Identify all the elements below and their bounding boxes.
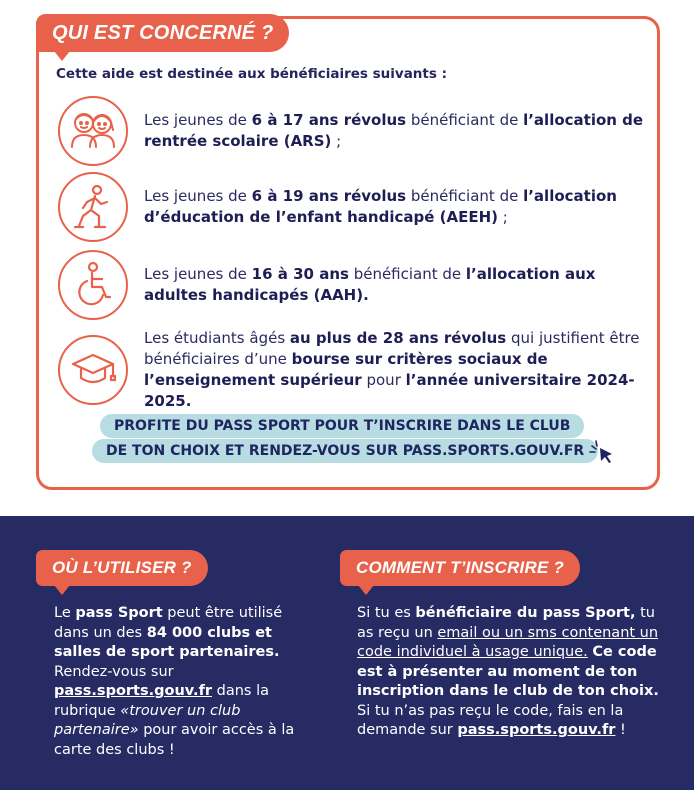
pass-sport-cta[interactable]: [92, 414, 612, 466]
children-icon: [58, 96, 128, 166]
graduation-cap-icon: [58, 335, 128, 405]
section-tag-where: OÙ L’UTILISER ?: [36, 550, 208, 586]
eligibility-item: [58, 250, 648, 320]
eligibility-text: Les jeunes de 6 à 19 ans révolus bénéficiant de l’allocation d’éducation de l’enfant handicapé (AEEH) ;: [144, 187, 617, 226]
cursor-click-icon: [588, 440, 616, 466]
cta-line-2: DE TON CHOIX ET RENDEZ-VOUS SUR PASS.SPORTS.GOUV.FR: [92, 439, 598, 463]
where-text: Le pass Sport peut être utilisé dans un des 84 000 clubs et salles de sport partenaires. Rendez-vous sur pass.sports.gouv.fr dans la rubrique «trouver un club partenaire» pour avoir accès à la carte des clubs !: [54, 605, 295, 758]
wheelchair-icon: [58, 250, 128, 320]
eligibility-text: Les jeunes de 16 à 30 ans bénéficiant de l’allocation aux adultes handicapés (AAH).: [144, 265, 596, 304]
eligibility-text: Les étudiants âgés au plus de 28 ans révolus qui justifient être bénéficiaires d’une bourse sur critères sociaux de l’enseignement supérieur pour l’année universitaire 2024-2025.: [144, 329, 640, 410]
eligibility-item: [58, 172, 648, 242]
eligibility-item: [58, 96, 648, 166]
cta-line-1: PROFITE DU PASS SPORT POUR T’INSCRIRE DANS LE CLUB: [100, 414, 584, 438]
running-person-icon: [58, 172, 128, 242]
eligibility-intro: Cette aide est destinée aux bénéficiaires suivants :: [56, 66, 448, 82]
section-tag-how: COMMENT T’INSCRIRE ?: [340, 550, 580, 586]
eligibility-item: [58, 328, 648, 412]
pass-sport-link[interactable]: pass.sports.gouv.fr: [54, 683, 213, 699]
section-tag-who: QUI EST CONCERNÉ ?: [36, 14, 289, 52]
how-text: Si tu es bénéficiaire du pass Sport, tu as reçu un email ou un sms contenant un code individuel à usage unique. Ce code est à présenter au moment de ton inscription dans le club de ton choix. Si tu n’as pas reçu le code, fais en la demande sur pass.sports.gouv.fr !: [357, 605, 659, 738]
eligibility-text: Les jeunes de 6 à 17 ans révolus bénéficiant de l’allocation de rentrée scolaire (ARS) ;: [144, 111, 644, 150]
pass-sport-link[interactable]: pass.sports.gouv.fr: [457, 722, 616, 738]
